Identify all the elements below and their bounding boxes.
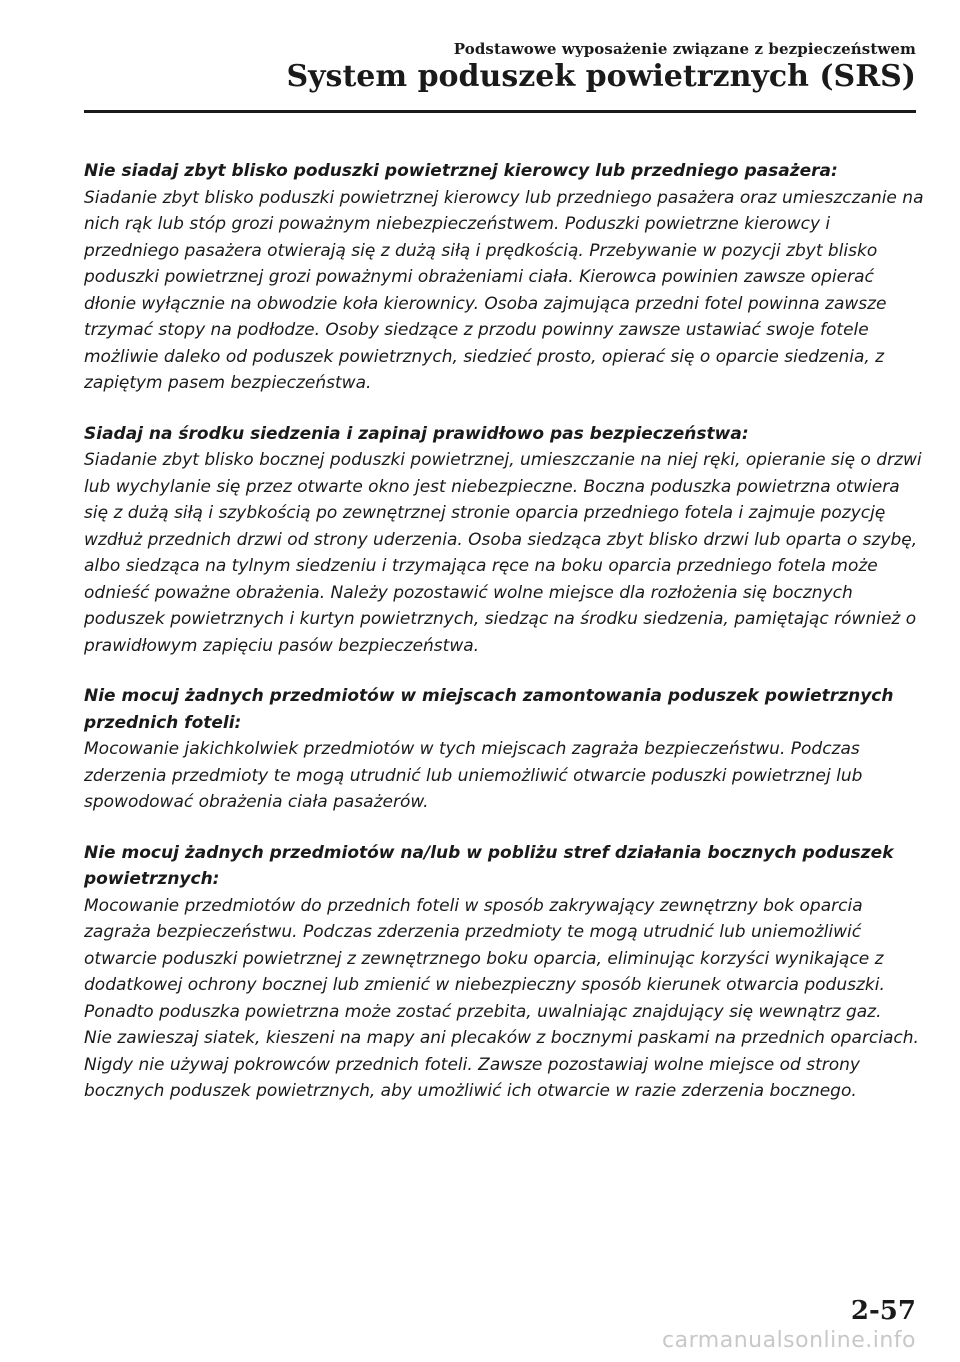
section-paragraph: Mocowanie przedmiotów do przednich foteli w sposób zakrywający zewnętrzny bok oparcia zagraża bezpieczeństwu. Podczas zderzenia przedmioty te mogą utrudnić lub uniemożliwić otwarcie poduszki powietrznej z zewnętrznego boku oparcia, eliminując korzyści wynikające z dodatkowej ochrony bocznej lub zmienić w niebezpieczny sposób kierunek otwarcia poduszki. Ponadto poduszka powietrzna może zostać przebita, uwalniając znajdujący się wewnątrz gaz. bbox=[84, 895, 885, 1022]
section-paragraph: Siadanie zbyt blisko bocznej poduszki powietrznej, umieszczanie na niej ręki, opieranie się o drzwi lub wychylanie się przez otwarte okno jest niebezpieczne. Boczna poduszka powietrzna otwiera się z dużą siłą i szybkością po zewnętrznej stronie oparcia przedniego fotela i zajmuje pozycję wzdłuż przednich drzwi od strony uderzenia. Osoba siedząca zbyt blisko drzwi lub oparta o szybę, albo siedząca na tylnym siedzeniu i trzymająca ręce na boku oparcia przedniego fotela może odnieść poważne obrażenia. Należy pozostawić wolne miejsce dla rozłożenia się bocznych poduszek powietrznych i kurtyn powietrznych, siedząc na środku siedzenia, pamiętając również o prawidłowym zapięciu pasów bezpieczeństwa. bbox=[84, 450, 922, 656]
section-paragraph: Mocowanie jakichkolwiek przedmiotów w tych miejscach zagraża bezpieczeństwu. Podczas zderzenia przedmioty te mogą utrudnić lub uniemożliwić otwarcie poduszki powietrznej lub spowodować obrażenia ciała pasażerów. bbox=[84, 739, 863, 812]
section-driver-passenger-airbag bbox=[84, 158, 924, 397]
section-seat-center bbox=[84, 421, 924, 660]
page-header bbox=[286, 40, 916, 93]
section-side-airbag-objects bbox=[84, 840, 924, 1105]
section-heading: Nie mocuj żadnych przedmiotów na/lub w pobliżu stref działania bocznych poduszek powietrznych: bbox=[84, 842, 894, 889]
section-front-airbag-objects bbox=[84, 683, 924, 816]
header-divider bbox=[84, 110, 916, 113]
chapter-subtitle: Podstawowe wyposażenie związane z bezpieczeństwem bbox=[453, 40, 916, 58]
warning-content bbox=[84, 158, 924, 1129]
section-heading: Nie siadaj zbyt blisko poduszki powietrznej kierowcy lub przedniego pasażera: bbox=[84, 161, 838, 181]
section-paragraph: Nie zawieszaj siatek, kieszeni na mapy ani plecaków z bocznymi paskami na przednich oparciach. Nigdy nie używaj pokrowców przednich foteli. Zawsze pozostawiaj wolne miejsce od strony bocznych poduszek powietrznych, aby umożliwić ich otwarcie w razie zderzenia bocznego. bbox=[84, 1028, 919, 1101]
watermark: carmanualsonline.info bbox=[662, 1328, 916, 1353]
page-number: 2-57 bbox=[850, 1296, 916, 1326]
section-heading: Nie mocuj żadnych przedmiotów w miejscach zamontowania poduszek powietrznych przednich foteli: bbox=[84, 686, 894, 733]
section-heading: Siadaj na środku siedzenia i zapinaj prawidłowo pas bezpieczeństwa: bbox=[84, 423, 749, 444]
chapter-title: System poduszek powietrznych (SRS) bbox=[286, 59, 916, 94]
section-paragraph: Siadanie zbyt blisko poduszki powietrznej kierowcy lub przedniego pasażera oraz umieszczanie na nich rąk lub stóp grozi poważnym niebezpieczeństwem. Poduszki powietrzne kierowcy i przedniego pasażera otwierają się z dużą siłą i prędkością. Przebywanie w pozycji zbyt blisko poduszki powietrznej grozi poważnymi obrażeniami ciała. Kierowca powinien zawsze opierać dłonie wyłącznie na obwodzie koła kierownicy. Osoba zajmująca przedni fotel powinna zawsze trzymać stopy na podłodze. Osoby siedzące z przodu powinny zawsze ustawiać swoje fotele możliwie daleko od poduszek powietrznych, siedzieć prosto, opierać się o oparcie siedzenia, z zapiętym pasem bezpieczeństwa. bbox=[84, 187, 924, 393]
